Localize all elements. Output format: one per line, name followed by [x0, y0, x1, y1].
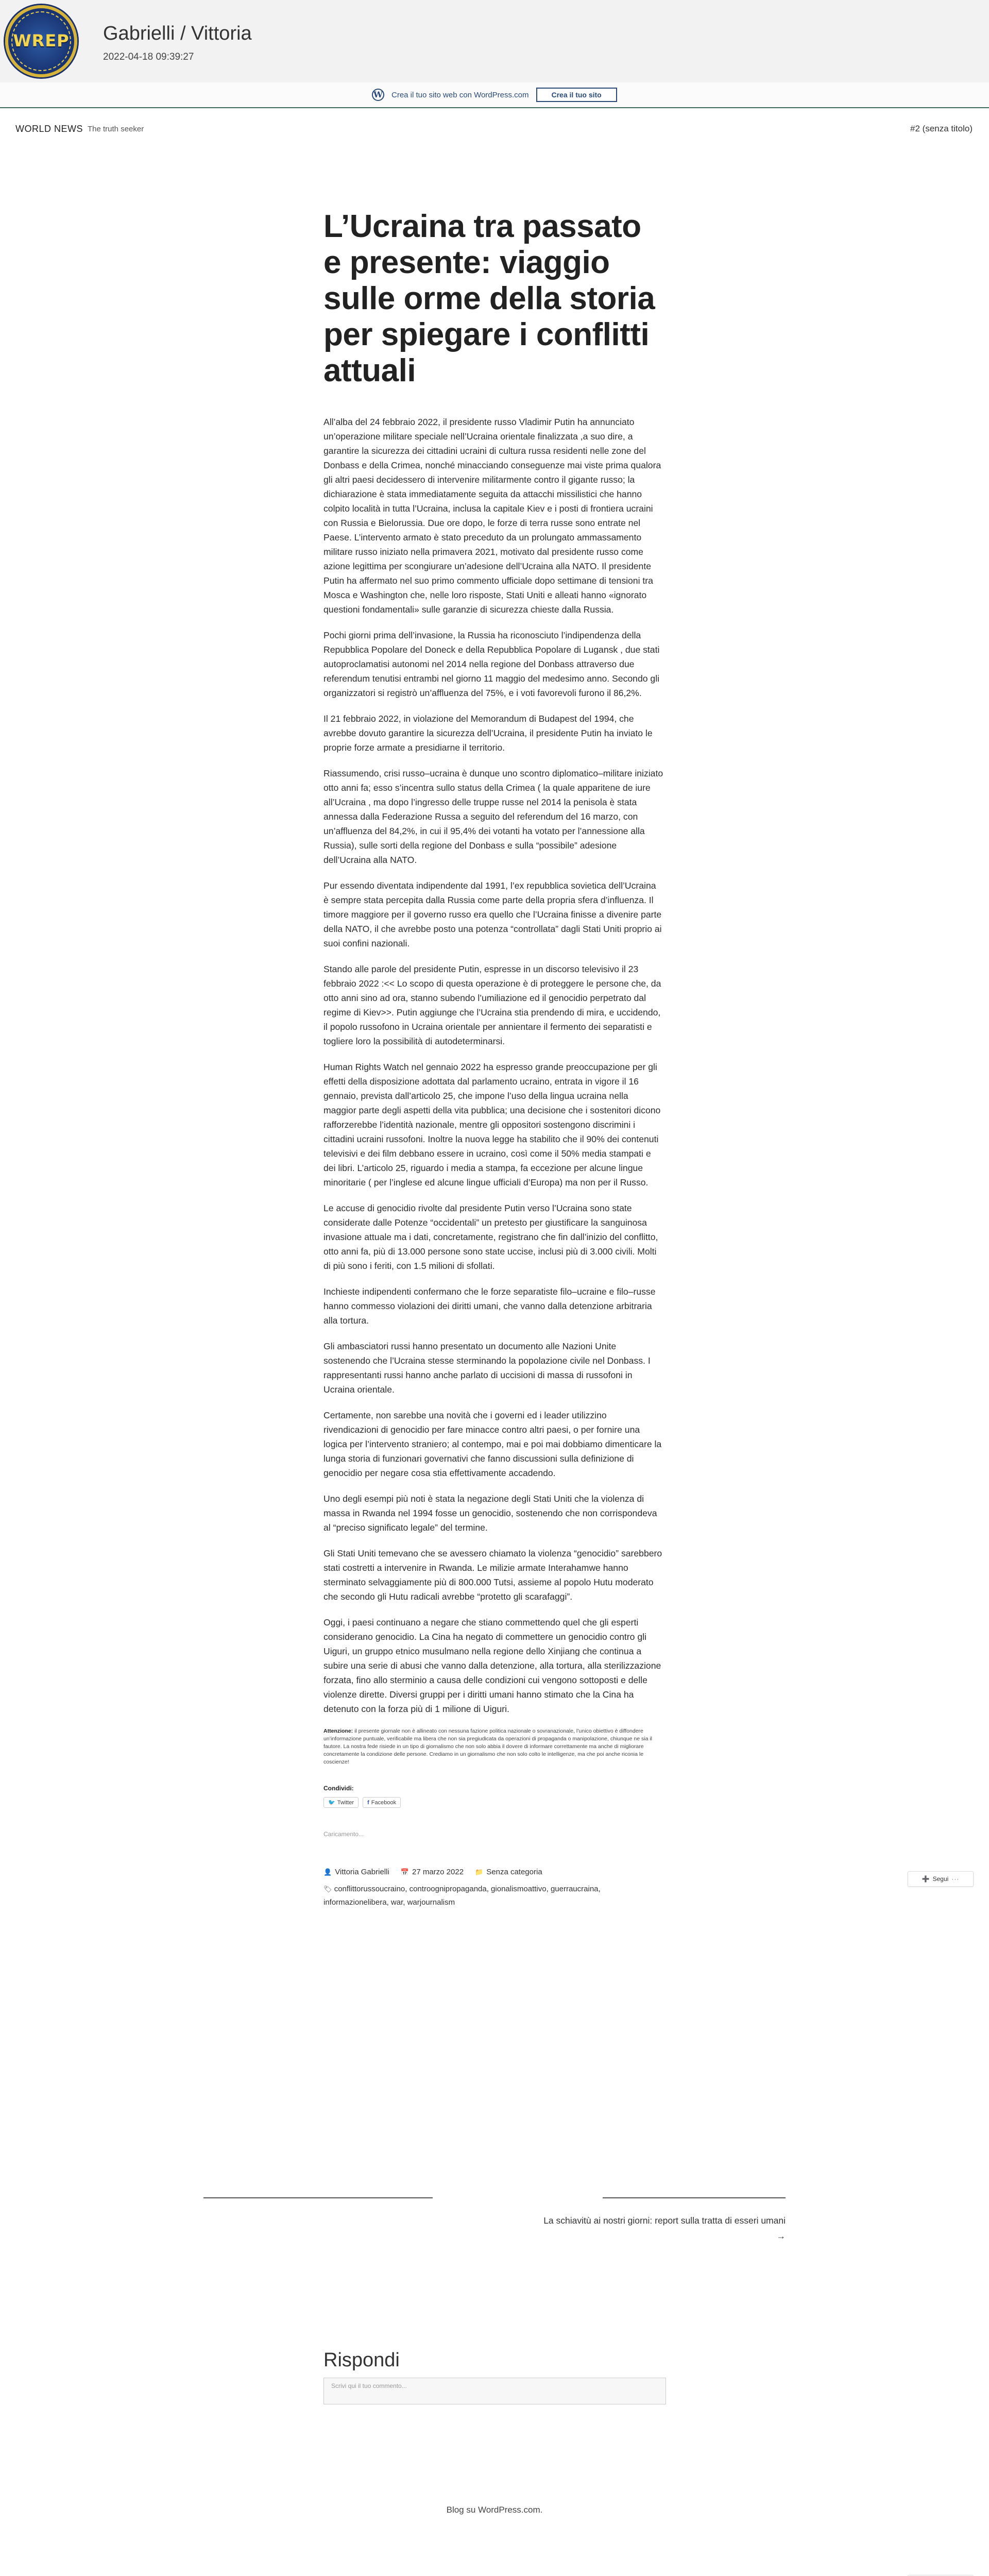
- share-twitter-label: Twitter: [337, 1799, 354, 1806]
- site-title[interactable]: WORLD NEWS: [15, 124, 83, 134]
- likes-loading: Caricamento...: [323, 1831, 364, 1838]
- article-content: [323, 415, 663, 1766]
- person-icon: 👤: [323, 1868, 332, 1876]
- wordpress-promo-bar: [0, 82, 989, 108]
- paragraph: Uno degli esempi più noti è stata la negazione degli Stati Uniti che la violenza di massa in Rwanda nel 1994 fosse un genocidio, sostenendo che non corrispondeva al “preciso significato legale” del termine.: [323, 1494, 657, 1533]
- create-site-button[interactable]: Crea il tuo sito: [536, 88, 617, 102]
- meta-date[interactable]: [401, 1868, 464, 1876]
- paragraph: Gli Stati Uniti temevano che se avessero chiamato la violenza “genocidio” sarebbero stati costretti a intervenire in Rwanda. Le milizie armate Interahamwe hanno sterminato selvaggiamente più di 800.000 Tutsi, assieme al popolo Hutu moderato che secondo gli Hutu radicali avrebbe “protetto gli scarafaggi”.: [323, 1548, 662, 1602]
- nav-item-untitled[interactable]: #2 (senza titolo): [910, 124, 973, 133]
- paragraph: Oggi, i paesi continuano a negare che stiano commettendo quel che gli esperti considerano genocidio. La Cina ha negato di commettere un genocidio contro gli Uiguri, un gruppo etnico musulmano nella regione dello Xinjiang che continua a subire una serie di abusi che vanno dalla detenzione, alla tortura, alla sterilizzazione forzata, fino allo sterminio a causa delle condizioni cui vengono sottoposti e delle violenze dirette. Diversi gruppi per i diritti umani hanno stimato che la Cina ha detenuto con la forza più di 1 milione di Uiguri.: [323, 1617, 661, 1714]
- footer-link[interactable]: Blog su WordPress.com.: [446, 2505, 543, 2515]
- site-tagline: The truth seeker: [88, 125, 144, 133]
- comments-section: [323, 2349, 666, 2404]
- comment-input[interactable]: Scrivi qui il tuo commento...: [323, 2378, 666, 2404]
- post-date[interactable]: 27 marzo 2022: [412, 1868, 464, 1876]
- paragraph: Certamente, non sarebbe una novità che i governi ed i leader utilizzino rivendicazioni di genocidio per fare minacce contro altri paesi, o per fornire una logica per l’intervento straniero; al contempo, mai e poi mai dobbiamo dimenticare la lunga storia di funzionari governativi che fanno discussioni sulla definizione di genocidio per negare cosa stia effettivamente accadendo.: [323, 1410, 662, 1478]
- twitter-icon: 🐦: [328, 1800, 335, 1806]
- article-title: L’Ucraina tra passato e presente: viaggio sulle orme della storia per spiegare i conflitti attuali: [323, 209, 655, 388]
- tag-icon: 🏷: [323, 1885, 332, 1893]
- follow-button-floating[interactable]: [908, 1871, 974, 1887]
- post-navigation: [203, 2197, 786, 2259]
- wordpress-icon: W: [372, 89, 384, 101]
- tags-list[interactable]: conflittorussoucraino, controognipropaganda, gionalismoattivo, guerraucraina, informazionelibera, war, warjournalism: [323, 1885, 601, 1907]
- paragraph: Stando alle parole del presidente Putin, espresse in un discorso televisivo il 23 febbraio 2022 :<< Lo scopo di questa operazione è di proteggere le persone che, da otto anni sino ad ora, stanno subendo l’umiliazione ed il genocidio perpetrato dal regime di Kiev>>. Putin aggiunge che l’Ucraina stia prendendo di mira, e uccidendo, il popolo russofono in Ucraina orientale per annientare il fermento dei separatisti e togliere loro la possibilità di autodeterminarsi.: [323, 964, 661, 1046]
- paragraph: Pochi giorni prima dell’invasione, la Russia ha riconosciuto l’indipendenza della Repubblica Popolare del Doneck e della Repubblica Popolare di Lugansk , due stati autoproclamatisi autonomi nel 2014 nella regione del Donbass attraverso due referendum tenutisi entrambi nel giorno 11 maggio del medesimo anno. Secondo gli organizzatori si registrò un’affluenza del 75%, e i voti favorevoli furono il 86,2%.: [323, 630, 660, 698]
- folder-icon: 📁: [475, 1868, 484, 1876]
- disclaimer-note: [323, 1727, 663, 1766]
- wrep-logo[interactable]: [5, 5, 77, 77]
- logo-text: WREP: [13, 31, 70, 50]
- archive-header: [0, 0, 989, 82]
- promo-inner: [372, 88, 617, 102]
- follow-icon: ➕: [922, 1875, 930, 1883]
- more-icon[interactable]: ···: [951, 1875, 960, 1883]
- nav-divider-left: [203, 2197, 433, 2198]
- next-post-link[interactable]: [538, 2213, 786, 2244]
- follow-label: Segui: [932, 1875, 949, 1883]
- arrow-right-icon: →: [776, 2231, 786, 2241]
- paragraph: Gli ambasciatori russi hanno presentato un documento alle Nazioni Unite sostenendo che l’Ucraina stesse sterminando la popolazione civile nel Donbass. I rappresentanti russi hanno anche parlato di uccisioni di massa di russofoni in Ucraina orientale.: [323, 1341, 651, 1395]
- paragraph: Pur essendo diventata indipendente dal 1991, l’ex repubblica sovietica dell’Ucraina è sempre stata percepita dalla Russia come parte della propria sfera d’influenza. Il timore maggiore per il governo russo era quello che l’Ucraina finisse a divenire parte della NATO, il che avrebbe posto una potenza “controllata” dagli Stati Uniti proprio ai suoi confini nazionali.: [323, 880, 662, 948]
- paragraph: Riassumendo, crisi russo–ucraina è dunque uno scontro diplomatico–militare iniziato otto anni fa; esso s’incentra sullo status della Crimea ( la quale apparitene de iure all’Ucraina , ma dopo l’ingresso delle truppe russe nel 2014 la penisola è stata annessa dalla Federazione Russa a seguito del referendum del 16 marzo, con un’affluenza del 84,2%, in cui il 95,4% dei votanti ha votato per l’annessione alla Russia), sulle sorti della regione del Donbass e sulla “possibile” adesione dell’Ucraina alla NATO.: [323, 768, 663, 865]
- nav-divider-right: [603, 2197, 786, 2198]
- author-name[interactable]: Vittoria Gabrielli: [335, 1868, 389, 1876]
- paragraph: Inchieste indipendenti confermano che le forze separatiste filo–ucraine e filo–russe hanno commesso violazioni dei diritti umani, che vanno dalla detenzione arbitraria alla tortura.: [323, 1286, 656, 1326]
- note-label: Attenzione:: [323, 1728, 353, 1734]
- archive-title[interactable]: Gabrielli / Vittoria: [103, 23, 252, 44]
- post-meta: [323, 1868, 663, 1876]
- site-header: [0, 118, 989, 139]
- share-facebook-label: Facebook: [371, 1799, 397, 1806]
- calendar-icon: 📅: [400, 1868, 409, 1876]
- post-tags: [323, 1883, 663, 1909]
- promo-link[interactable]: Crea il tuo sito web con WordPress.com: [391, 90, 529, 99]
- share-facebook-button[interactable]: [363, 1797, 401, 1808]
- reply-title: Rispondi: [323, 2349, 400, 2371]
- note-text: il presente giornale non è allineato con nessuna fazione politica nazionale o sovranazionale, l’unico obiettivo è diffondere un’informazione puntuale, verificabile ma libera che non sia pregiudicata da operazioni di propaganda o manipolazione, chiunque ne sia il fautore. La nostra fede risiede in un tipo di giornalismo che non solo abbia il dovere di informare correttamente ma anche di migliorare concretamente la condizione delle persone. Crediamo in un giornalismo che non solo colto le intelligenze, ma che poi anche riconia le coscienze!: [323, 1728, 652, 1765]
- meta-category[interactable]: [475, 1868, 542, 1876]
- paragraph: Il 21 febbraio 2022, in violazione del Memorandum di Budapest del 1994, che avrebbe dovuto garantire la sicurezza dell’Ucraina, il presidente Putin ha inviato le proprie forze armate a presidiarne il territorio.: [323, 714, 653, 753]
- paragraph: All’alba del 24 febbraio 2022, il presidente russo Vladimir Putin ha annunciato un’operazione militare speciale nell’Ucraina orientale finalizzata ,a suo dire, a garantire la sicurezza dei cittadini ucraini di cultura russa residenti nelle zone del Donbass e della Crimea, nonché minacciando conseguenze mai viste prima qualora gli altri paesi decidessero di intervenire militarmente contro il gigante russo; la dichiarazione è stata immediatamente seguita da attacchi missilistici che hanno colpito località in tutta l’Ucraina, inclusa la capitale Kiev e i posti di frontiera ucraini con Russia e Bielorussia. Due ore dopo, le forze di terra russe sono entrate nel Paese. L’intervento armato è stato preceduto da un prolungato ammassamento militare russo iniziato nella primavera 2021, motivato dal presidente russo come azione legittima per scongiurare un’adesione dell’Ucraina alla NATO. Il presidente Putin ha affermato nel suo primo commento ufficiale dopo settimane di tensioni tra Mosca e Washington che, nelle loro risposte, Stati Uniti e alleati hanno «ignorato questioni fondamentali» sulle garanzie di sicurezza chieste dalla Russia.: [323, 417, 661, 615]
- next-post-title[interactable]: La schiavitù ai nostri giorni: report sulla tratta di esseri umani: [543, 2215, 786, 2226]
- paragraph: Le accuse di genocidio rivolte dal presidente Putin verso l’Ucraina sono state considerate dalle Potenze “occidentali” un pretesto per giustificare la sanguinosa invasione attuale ma i dati, concretamente, registrano che fin dall’inizio del conflitto, otto anni fa, più di 13.000 persone sono state uccise, inclusi più di 3.000 civili. Molti di più sono i feriti, con 1.5 milioni di sfollati.: [323, 1203, 658, 1271]
- article: [323, 209, 663, 1909]
- paragraph: Human Rights Watch nel gennaio 2022 ha espresso grande preoccupazione per gli effetti della disposizione adottata dal parlamento ucraino, entrata in vigore il 16 gennaio, prevista dall’articolo 25, che impone l’uso della lingua ucraina nella maggior parte degli aspetti della vita pubblica; una decisione che i sostenitori dicono rafforzerebbe l’identità nazionale, mentre gli oppositori sostengono discrimini i cittadini ucraini russofoni. Inoltre la nuova legge ha stabilito che il 90% dei contenuti televisivi e dei film debbano essere in ucraino, così come il 50% media stampati e dei libri. L’articolo 25, riguardo i media a stampa, fa eccezione per alcune lingue minoritarie ( per l’inglese ed alcune lingue ufficiali d’Europa) ma non per il Russo.: [323, 1062, 661, 1188]
- post-category[interactable]: Senza categoria: [486, 1868, 542, 1876]
- facebook-icon: f: [367, 1799, 369, 1806]
- meta-author[interactable]: [323, 1868, 389, 1876]
- share-buttons: [323, 1797, 663, 1808]
- site-footer: [0, 2505, 989, 2515]
- archive-timestamp: 2022-04-18 09:39:27: [103, 52, 194, 62]
- share-title: Condividi:: [323, 1785, 354, 1792]
- share-twitter-button[interactable]: [323, 1797, 359, 1808]
